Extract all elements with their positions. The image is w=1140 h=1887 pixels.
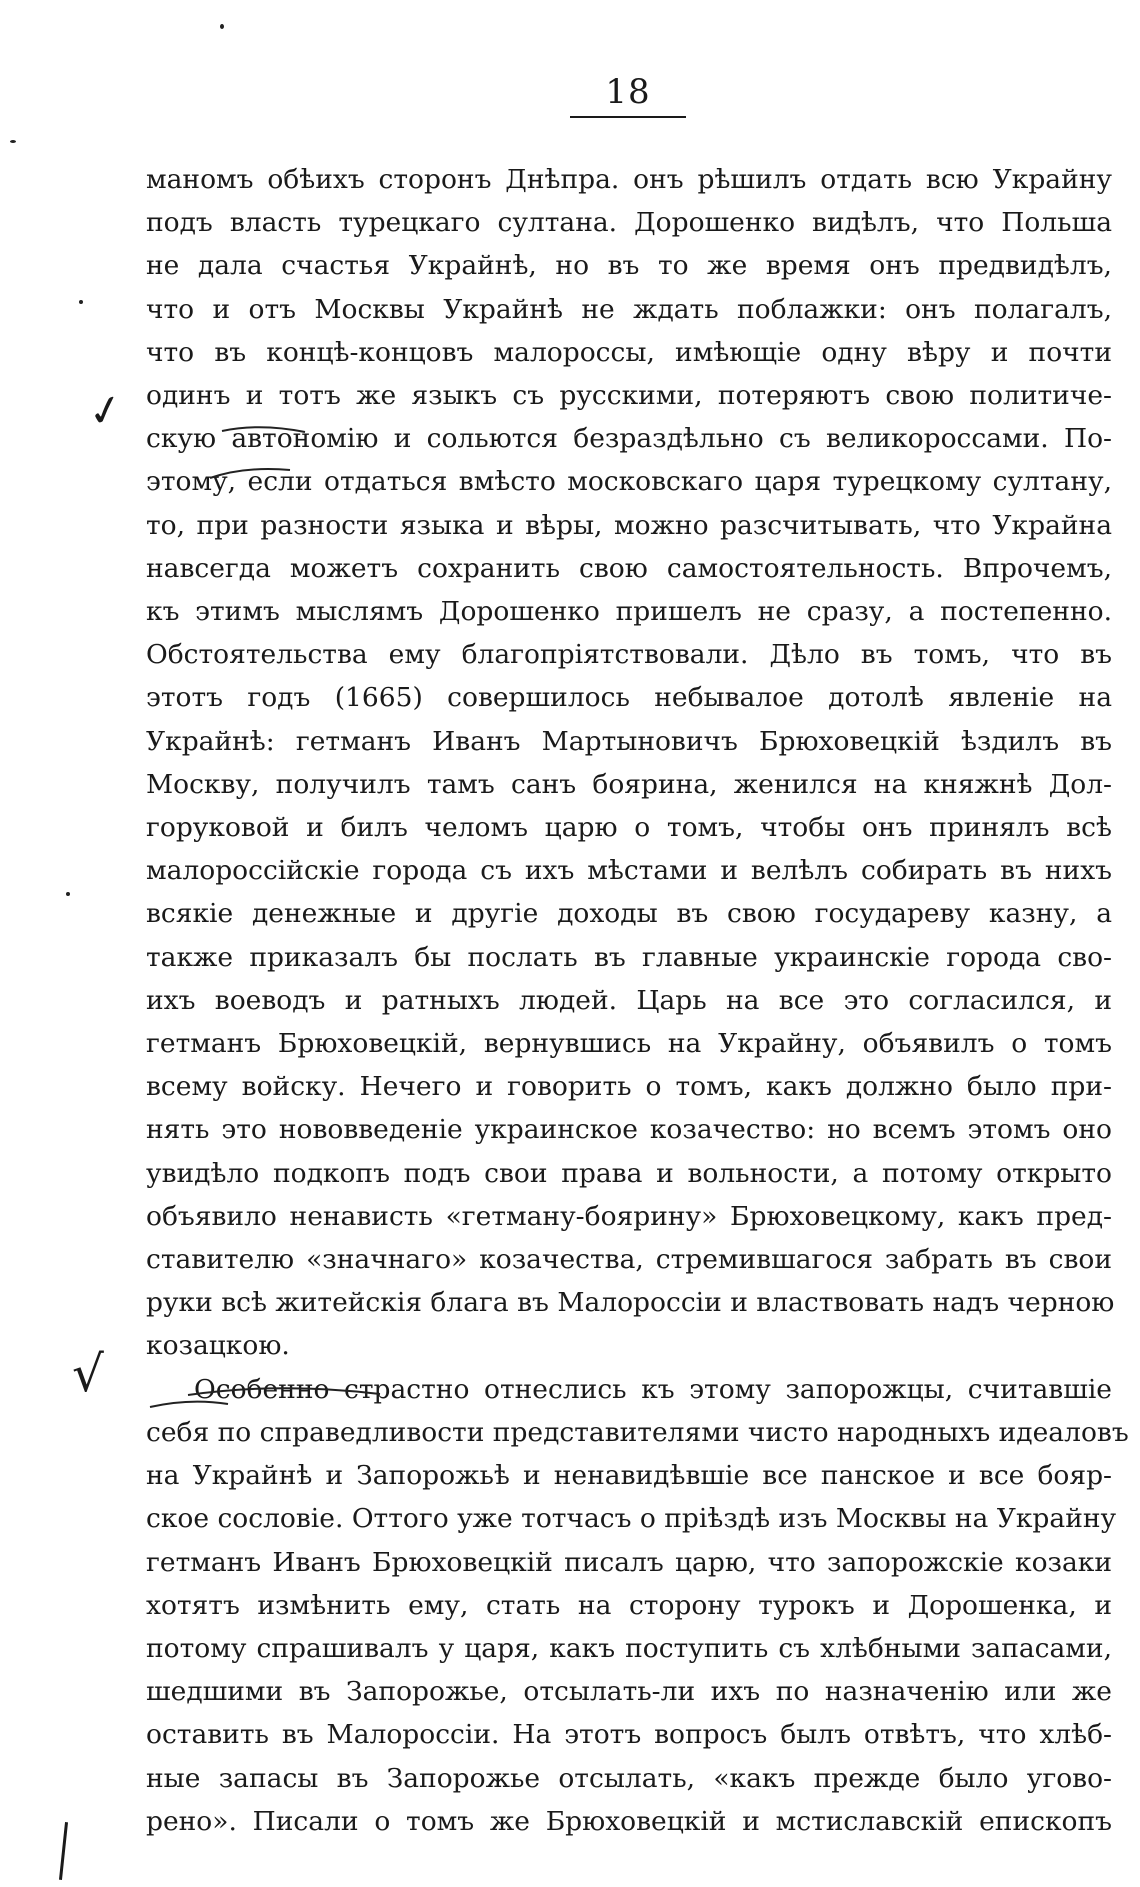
text-line: одинъ и тотъ же языкъ съ русскими, потеряютъ свою политиче- [146,380,1112,412]
text-line: что въ концѣ-концовъ малороссы, имѣющіе одну вѣру и почти [146,336,1112,368]
page-number-underline [570,116,686,118]
text-line: Обстоятельства ему благопріятствовали. Дѣло въ томъ, что въ [146,639,1112,671]
scan-speck [220,24,224,29]
margin-pencil-stroke [59,1822,68,1880]
text-line: шедшими въ Запорожье, отсылать-ли ихъ по назначенію или же [146,1676,1112,1708]
text-line: руки всѣ житейскія блага въ Малороссіи и властвовать надъ черною [146,1287,1115,1319]
text-line: навсегда можетъ сохранить свою самостоятельность. Впрочемъ, [146,552,1112,584]
text-line: нять это нововведеніе украинское козачество: но всемъ этомъ оно [146,1114,1112,1146]
text-line: себя по справедливости представителями чисто народныхъ идеаловъ [146,1416,1129,1448]
scan-speck [10,140,16,143]
text-line: то, при разности языка и вѣры, можно разсчитывать, что Украйна [146,509,1112,541]
text-line: Украйнѣ: гетманъ Иванъ Мартыновичъ Брюховецкій ѣздилъ въ [146,725,1112,757]
text-line: ское сословіе. Оттого уже тотчасъ о пріѣздѣ изъ Москвы на Украйну [146,1503,1117,1535]
text-line: хотятъ измѣнить ему, стать на сторону турокъ и Дорошенка, и [146,1589,1112,1621]
text-line: подъ власть турецкаго султана. Дорошенко видѣлъ, что Польша [146,207,1112,239]
margin-check-mark: √ [72,1345,104,1403]
text-line: козацкою. [146,1330,290,1362]
text-line: малороссійскіе города съ ихъ мѣстами и велѣлъ собирать въ нихъ [146,855,1112,887]
text-line: ные запасы въ Запорожье отсылать, «какъ прежде было угово- [146,1762,1112,1794]
text-line: гетманъ Иванъ Брюховецкій писалъ царю, что запорожскіе козаки [146,1546,1112,1578]
text-line: Особенно страстно отнеслись къ этому запорожцы, считавшіе [194,1373,1112,1405]
text-line: объявило ненависть «гетману-боярину» Брюховецкому, какъ пред- [146,1200,1112,1232]
margin-check-mark: ✓ [83,382,128,439]
text-line: этотъ годъ (1665) совершилось небывалое дотолѣ явленіе на [146,682,1112,714]
text-line: всякіе денежные и другіе доходы въ свою государеву казну, а [146,898,1112,930]
text-line: на Украйнѣ и Запорожьѣ и ненавидѣвшіе все панское и все бояр- [146,1460,1112,1492]
text-line: гетманъ Брюховецкій, вернувшись на Украйну, объявилъ о томъ [146,1028,1112,1060]
text-line: потому спрашивалъ у царя, какъ поступить съ хлѣбными запасами, [146,1632,1112,1664]
text-line: къ этимъ мыслямъ Дорошенко пришелъ не сразу, а постепенно. [146,596,1112,628]
text-line: не дала счастья Украйнѣ, но въ то же время онъ предвидѣлъ, [146,250,1112,282]
text-line: Москву, получилъ тамъ санъ боярина, женился на княжнѣ Дол- [146,768,1112,800]
scan-speck [66,892,70,896]
scan-speck [79,300,83,304]
text-line: рено». Писали о томъ же Брюховецкій и мстиславскій епископъ [146,1805,1112,1837]
body-text [146,158,1129,1843]
text-line: всему войску. Нечего и говорить о томъ, какъ должно было при- [146,1071,1112,1103]
page-number: 18 [605,72,651,112]
text-line: ихъ воеводъ и ратныхъ людей. Царь на все это согласился, и [146,984,1112,1016]
text-line: также приказалъ бы послать въ главные украинскіе города сво- [146,941,1112,973]
text-line: горуковой и билъ челомъ царю о томъ, чтобы онъ принялъ всѣ [146,812,1112,844]
text-line: что и отъ Москвы Украйнѣ не ждать поблажки: онъ полагалъ, [146,293,1112,325]
text-line: увидѣло подкопъ подъ свои права и вольности, а потому открыто [146,1157,1112,1189]
text-line: скую автономію и сольются безраздѣльно съ великороссами. По- [146,423,1112,455]
text-line: этому, если отдаться вмѣсто московскаго царя турецкому султану, [146,466,1112,498]
text-line: маномъ обѣихъ сторонъ Днѣпра. онъ рѣшилъ отдать всю Украйну [146,164,1112,195]
text-line: ставителю «значнаго» козачества, стремившагося забрать въ свои [146,1244,1112,1276]
text-line: оставить въ Малороссіи. На этотъ вопросъ былъ отвѣтъ, что хлѣб- [146,1719,1112,1751]
